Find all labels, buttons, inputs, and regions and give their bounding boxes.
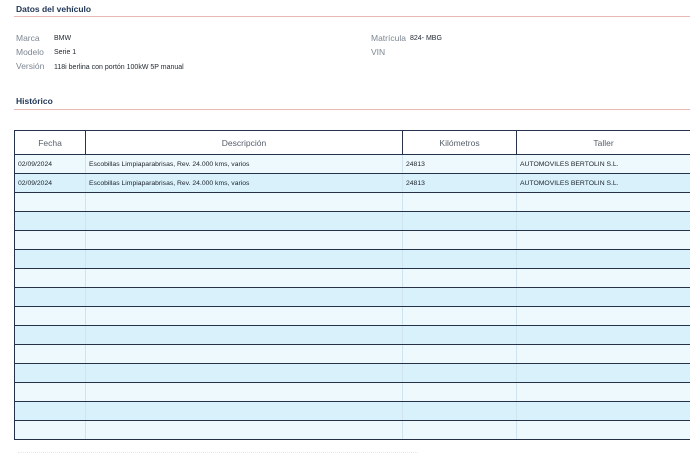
cell-kilometros: 24813 [403,174,517,193]
history-section-title: Histórico [16,96,53,106]
history-table [14,130,690,440]
cell-kilometros [403,326,517,345]
column-header-descripcion[interactable]: Descripción [86,131,403,155]
cell-taller [517,193,690,212]
table-row[interactable] [15,174,690,193]
modelo-value: Serie 1 [54,49,77,56]
table-row[interactable] [15,421,690,440]
cell-descripcion [86,269,403,288]
history-header-row [15,131,690,155]
cell-taller [517,402,690,421]
cell-kilometros [403,421,517,440]
column-header-fecha[interactable]: Fecha [15,131,86,155]
cell-taller [517,421,690,440]
cell-descripcion: Escobillas Limpiaparabrisas, Rev. 24.000 kms, varios [86,174,403,193]
cell-descripcion [86,421,403,440]
matricula-value: 824- MBG [410,35,442,42]
cell-kilometros: 24813 [403,155,517,174]
cell-taller [517,326,690,345]
table-row[interactable] [15,345,690,364]
table-row[interactable] [15,155,690,174]
cell-fecha [15,288,86,307]
vehicle-section-rule [14,16,690,17]
cell-taller: AUTOMOVILES BERTOLIN S.L. [517,155,690,174]
cell-fecha [15,402,86,421]
cell-kilometros [403,269,517,288]
table-row[interactable] [15,383,690,402]
table-row[interactable] [15,326,690,345]
marca-label: Marca [16,33,40,43]
cell-fecha: 02/09/2024 [15,155,86,174]
table-row[interactable] [15,231,690,250]
cell-taller [517,345,690,364]
cell-descripcion: Escobillas Limpiaparabrisas, Rev. 24.000 kms, varios [86,155,403,174]
cell-kilometros [403,345,517,364]
cell-taller [517,364,690,383]
history-section-rule [14,109,690,110]
cell-descripcion [86,193,403,212]
table-row[interactable] [15,402,690,421]
modelo-label: Modelo [16,47,44,57]
cell-fecha [15,269,86,288]
cell-descripcion [86,364,403,383]
cell-taller [517,231,690,250]
cell-taller [517,307,690,326]
cell-taller [517,212,690,231]
table-row[interactable] [15,307,690,326]
cell-taller [517,269,690,288]
cell-descripcion [86,383,403,402]
cell-kilometros [403,288,517,307]
cell-descripcion [86,326,403,345]
history-table-body [15,155,690,440]
cell-kilometros [403,212,517,231]
cell-fecha [15,231,86,250]
cell-descripcion [86,307,403,326]
cell-taller [517,288,690,307]
marca-value: BMW [54,35,72,42]
column-header-taller[interactable]: Taller [517,131,690,155]
cell-descripcion [86,288,403,307]
table-row[interactable] [15,250,690,269]
version-label: Versión [16,61,45,71]
cell-kilometros [403,231,517,250]
cell-descripcion [86,250,403,269]
footer-faint-text [18,452,418,456]
cell-taller [517,383,690,402]
cell-fecha [15,193,86,212]
cell-fecha [15,326,86,345]
cell-kilometros [403,402,517,421]
table-row[interactable] [15,269,690,288]
vin-label: VIN [371,47,386,57]
table-row[interactable] [15,364,690,383]
cell-fecha: 02/09/2024 [15,174,86,193]
cell-fecha [15,212,86,231]
vehicle-section-title: Datos del vehículo [16,4,92,14]
cell-kilometros [403,250,517,269]
cell-kilometros [403,307,517,326]
cell-descripcion [86,345,403,364]
cell-fecha [15,307,86,326]
cell-kilometros [403,193,517,212]
cell-fecha [15,345,86,364]
table-row[interactable] [15,193,690,212]
cell-kilometros [403,364,517,383]
cell-fecha [15,364,86,383]
cell-fecha [15,421,86,440]
table-row[interactable] [15,212,690,231]
column-header-kilometros[interactable]: Kilómetros [403,131,517,155]
version-value: 118i berlina con portón 100kW 5P manual [54,64,184,71]
cell-taller: AUTOMOVILES BERTOLIN S.L. [517,174,690,193]
cell-taller [517,250,690,269]
cell-fecha [15,383,86,402]
cell-descripcion [86,212,403,231]
cell-descripcion [86,231,403,250]
matricula-label: Matrícula [371,33,406,43]
cell-descripcion [86,402,403,421]
table-row[interactable] [15,288,690,307]
cell-fecha [15,250,86,269]
cell-kilometros [403,383,517,402]
